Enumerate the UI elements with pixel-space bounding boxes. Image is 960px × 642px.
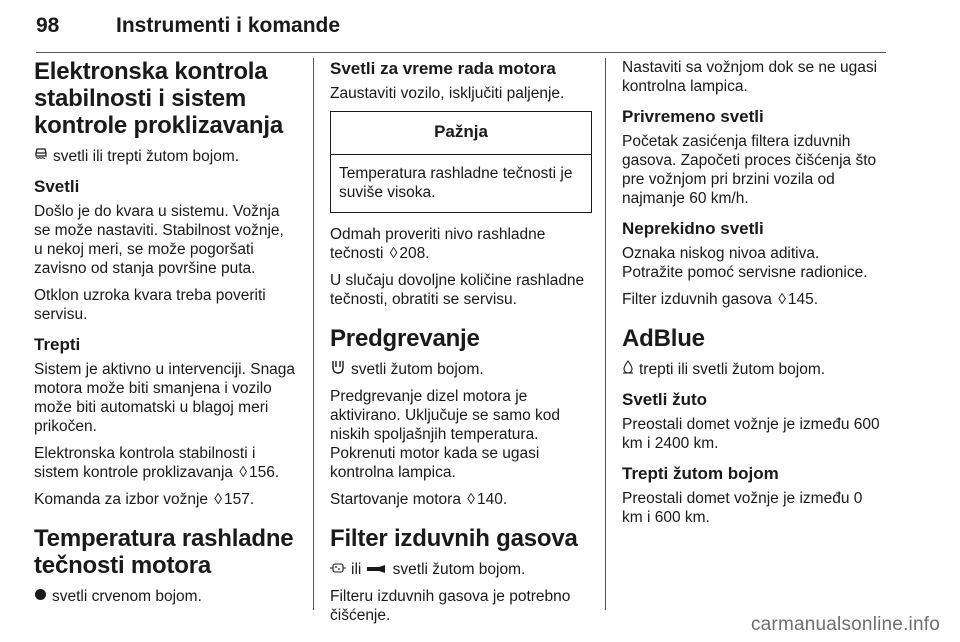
lit-yellow-heading: Svetli žuto [622, 390, 708, 409]
trepti-p3-text: Komanda za izbor vožnje [34, 491, 209, 508]
engine-running-heading: Svetli za vreme rada motora [330, 59, 556, 78]
esc-intro [34, 147, 296, 166]
filter-or-text: ili [351, 561, 362, 578]
glow-plug-icon [330, 360, 346, 379]
trepti-paragraph-2 [34, 444, 296, 482]
notice-body: Temperatura rashladne tečnosti je suviše visoka. [339, 165, 573, 201]
start-engine-text: Startovanje motora [330, 491, 461, 508]
stop-vehicle-paragraph: Zaustaviti vozilo, isključiti paljenje. [330, 85, 565, 102]
exhaust-pipe-icon [366, 560, 388, 579]
page-reference[interactable]: 157. [224, 491, 255, 508]
continuously-lit-paragraph: Oznaka niskog nivoa aditiva. Potražite pomoć servisne radionice. [622, 245, 868, 281]
page-number: 98 [36, 14, 60, 37]
trepti-paragraph-3 [34, 490, 296, 509]
preheat-intro [330, 360, 592, 379]
trepti-heading: Trepti [34, 335, 81, 354]
trepti-p2-text: Elektronska kontrola stabilnosti i sistem kontrole proklizavanja [34, 445, 256, 481]
page-header [36, 14, 886, 53]
filter-ref-text: Filter izduvnih gasova [622, 291, 772, 308]
preheat-intro-text: svetli žutom bojom. [351, 361, 484, 378]
preheat-paragraph-1: Predgrevanje dizel motora je aktivirano. Uključuje se samo kod niskih spoljašnjih temperatura. Pokrenuti motor kada se ugasi kontrolna lampica. [330, 388, 561, 481]
warning-notice-box [330, 111, 592, 213]
adblue-section-title: AdBlue [622, 325, 705, 352]
page-ref-arrow-icon: ◊ [778, 291, 786, 308]
adblue-intro [622, 360, 884, 379]
page-ref-arrow-icon: ◊ [467, 491, 475, 508]
page-ref-arrow-icon: ◊ [239, 464, 247, 481]
page-reference[interactable]: 208. [399, 245, 430, 262]
preheat-paragraph-2 [330, 490, 592, 509]
filter-intro-text: svetli žutom bojom. [392, 561, 526, 578]
filter-ref-paragraph [622, 290, 884, 309]
adblue-icon [622, 360, 634, 379]
temp-intro-text: svetli crvenom bojom. [52, 588, 202, 605]
trepti-paragraph-1: Sistem je aktivno u intervenciji. Snaga motora može biti smanjena i vozilo može biti automatski u blagoj meri prikočen. [34, 361, 296, 435]
check-coolant-paragraph [330, 225, 592, 263]
column-1 [34, 58, 296, 614]
notice-title: Pažnja [331, 112, 591, 155]
adblue-intro-text: trepti ili svetli žutom bojom. [639, 361, 826, 378]
temporarily-lit-heading: Privremeno svetli [622, 107, 764, 126]
check-coolant-text: Odmah proveriti nivo rashladne tečnosti [330, 226, 546, 262]
continue-driving-paragraph: Nastaviti sa vožnjom dok se ne ugasi kontrolna lampica. [622, 59, 878, 95]
page-ref-arrow-icon: ◊ [389, 245, 398, 262]
flash-yellow-heading: Trepti žutom bojom [622, 464, 779, 483]
lit-yellow-paragraph: Preostali domet vožnje je između 600 km i 2400 km. [622, 416, 880, 452]
red-dot-icon [34, 587, 47, 606]
svetli-heading: Svetli [34, 177, 80, 196]
svetli-paragraph-1: Došlo je do kvara u sistemu. Vožnja se može nastaviti. Stabilnost vožnje, u nekoj meri, se može pogoršati zavisno od stanja površine puta. [34, 203, 284, 277]
page-ref-arrow-icon: ◊ [214, 491, 223, 508]
esc-intro-text: svetli ili trepti žutom bojom. [53, 148, 240, 165]
esc-section-title: Elektronska kontrola stabilnosti i sistem kontrole proklizavanja [34, 58, 284, 139]
column-3 [622, 58, 884, 535]
preheat-section-title: Predgrevanje [330, 325, 480, 352]
watermark: carmanualsonline.info [750, 614, 940, 635]
svetli-paragraph-2: Otklon uzroka kvara treba poveriti servisu. [34, 287, 266, 323]
flash-yellow-paragraph: Preostali domet vožnje je između 0 km i 600 km. [622, 490, 863, 526]
service-paragraph: U slučaju dovoljne količine rashladne tečnosti, obratiti se servisu. [330, 272, 585, 308]
page-reference[interactable]: 145. [787, 291, 819, 308]
column-divider [605, 58, 606, 610]
filter-intro [330, 560, 592, 579]
esc-skid-icon [34, 147, 48, 166]
temporarily-lit-paragraph: Početak zasićenja filtera izduvnih gasova. Započeti proces čišćenja što pre vožnjom pri brzini vozila od najmanje 60 km/h. [622, 133, 877, 207]
temp-section-title: Temperatura rashladne tečnosti motora [34, 525, 294, 579]
page-reference[interactable]: 140. [476, 491, 508, 508]
column-divider [313, 58, 314, 610]
filter-section-title: Filter izduvnih gasova [330, 525, 578, 552]
chapter-title: Instrumenti i komande [116, 14, 341, 37]
column-2 [330, 58, 592, 633]
filter-paragraph-1: Filteru izduvnih gasova je potrebno čišćenje. [330, 588, 571, 624]
temp-intro [34, 587, 296, 606]
continuously-lit-heading: Neprekidno svetli [622, 219, 764, 238]
page-reference[interactable]: 156. [249, 464, 280, 481]
particle-filter-icon [330, 560, 346, 579]
